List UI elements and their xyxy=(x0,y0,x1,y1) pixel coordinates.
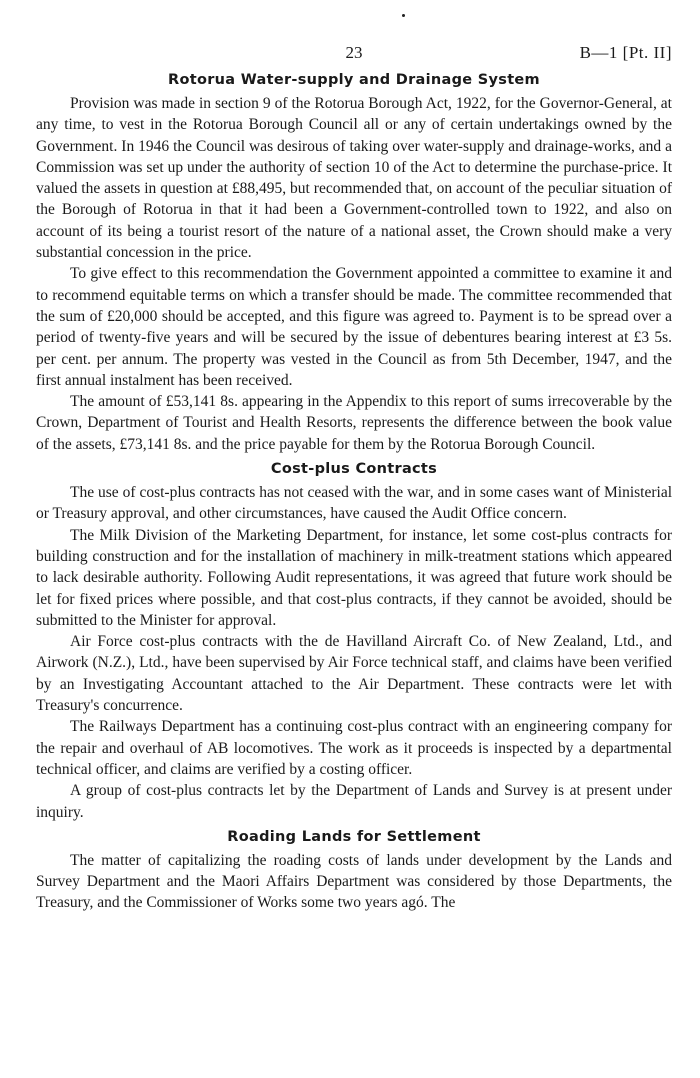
paragraph: The Railways Department has a continuing cost-plus contract with an engineering company for the repair and overhaul of AB locomotives. The work as it proceeds is inspected by a departmental technical officer, and claims are verified by a costing officer. xyxy=(36,718,672,778)
page-header xyxy=(36,42,672,64)
stray-dot-mark xyxy=(402,14,405,17)
paragraph: Provision was made in section 9 of the Rotorua Borough Act, 1922, for the Governor-General, at any time, to vest in the Rotorua Borough Council all or any of certain undertakings owned by the Government. In 1946 the Council was desirous of taking over water-supply and drainage-works, and a Commission was set up under the authority of section 10 of the Act to determine the purchase-price. It valued the assets in question at £88,495, but recommended that, on account of the peculiar situation of the Borough of Rotorua in that it had been a Government-controlled town to 1922, and also on account of its being a tourist resort of the nature of a national asset, the Crown should make a very substantial concession in the price. xyxy=(36,95,672,262)
paragraph: A group of cost-plus contracts let by the Department of Lands and Survey is at present under inquiry. xyxy=(36,782,672,821)
paragraph: The amount of £53,141 8s. appearing in the Appendix to this report of sums irrecoverable by the Crown, Department of Tourist and Health Resorts, represents the difference between the book value of the assets, £73,141 8s. and the price payable for them by the Rotorua Borough Council. xyxy=(36,393,672,453)
section-rotorua xyxy=(36,70,672,455)
document-page xyxy=(36,42,672,914)
section-cost-plus xyxy=(36,459,672,823)
document-reference: B—1 [Pt. II] xyxy=(579,43,672,62)
paragraph: Air Force cost-plus contracts with the de Havilland Aircraft Co. of New Zealand, Ltd., and Airwork (N.Z.), Ltd., have been supervised by Air Force technical staff, and claims have been verified by an Investigating Accountant attached to the Air Department. These contracts were let with Treasury's concurrence. xyxy=(36,633,672,715)
section-heading: Cost-plus Contracts xyxy=(270,461,438,478)
page-number: 23 xyxy=(345,43,363,62)
section-heading: Roading Lands for Settlement xyxy=(227,828,481,845)
section-heading: Rotorua Water-supply and Drainage System xyxy=(168,72,540,88)
paragraph: The Milk Division of the Marketing Department, for instance, let some cost-plus contracts for building construction and for the installation of machinery in milk-treatment stations which appeared to lack desirable authority. Following Audit representations, it was agreed that future work should be let for fixed prices where possible, and that cost-plus contracts, if they cannot be avoided, should be submitted to the Minister for approval. xyxy=(36,526,672,629)
paragraph: To give effect to this recommendation the Government appointed a committee to examine it and to recommend equitable terms on which a transfer should be made. The committee recommended that the sum of £20,000 should be accepted, and this figure was agreed to. Payment is to be spread over a period of twenty-five years and will be secured by the issue of debentures bearing interest at £3 5s. per cent. per annum. The property was vested in the Council as from 5th December, 1947, and the first annual instalment has been received. xyxy=(36,265,672,389)
paragraph: The matter of capitalizing the roading costs of lands under development by the Lands and Survey Department and the Maori Affairs Department was considered by those Departments, the Treasury, and the Commissioner of Works some two years agó. The xyxy=(36,851,672,912)
paragraph: The use of cost-plus contracts has not ceased with the war, and in some cases want of Ministerial or Treasury approval, and other circumstances, have caused the Audit Office concern. xyxy=(36,484,672,523)
section-roading xyxy=(36,827,672,914)
